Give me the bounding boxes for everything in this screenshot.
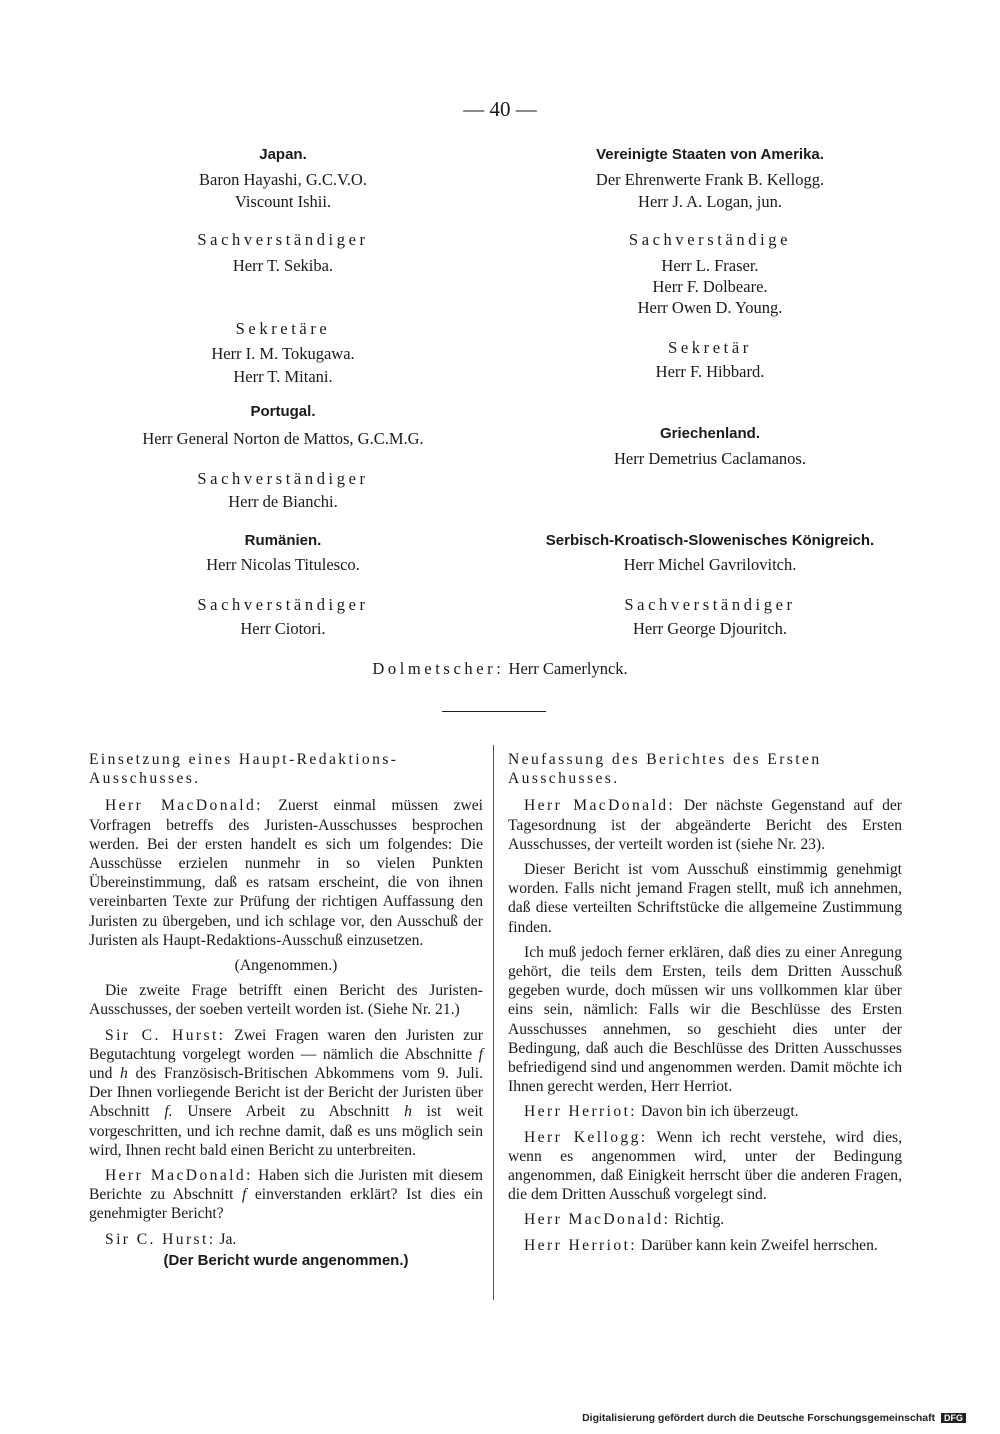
delegate: Herr I. M. Tokugawa. bbox=[211, 344, 355, 363]
country-heading-portugal: Portugal. bbox=[250, 403, 316, 420]
note: (Angenommen.) bbox=[234, 957, 338, 975]
speech: Darüber kann kein Zweifel herrschen. bbox=[640, 1236, 878, 1254]
delegate: Herr George Djouritch. bbox=[632, 619, 788, 638]
speech: Zuerst einmal müssen zwei Vorfragen betreffs des Juristen-Ausschusses besprochen werden. Bei der ersten handelt es sich um folgendes: Die Ausschüsse erzielen nunmehr in so vielen Punkten Übereinstimmung, daß es ratsam erscheint, die von ihnen vereinbarten Texte zur Prüfung der richtigen Auffassung den Juristen zu übergeben, und ich schlage vor, den Ausschuß der Juristen als Haupt-Redaktions-Ausschuß einzusetzen. bbox=[89, 797, 484, 949]
delegate: Herr Demetrius Caclamanos. bbox=[614, 449, 806, 468]
section-ref: f bbox=[478, 1045, 483, 1063]
delegate: Herr General Norton de Mattos, G.C.M.G. bbox=[142, 429, 424, 448]
delegate: Herr T. Mitani. bbox=[233, 367, 333, 386]
speech: Richtig. bbox=[674, 1211, 725, 1229]
interpreter-line bbox=[0, 659, 1000, 679]
body-column-left bbox=[89, 750, 483, 1276]
paragraph: Dieser Bericht ist vom Ausschuß einstimmig genehmigt worden. Falls nicht jemand Fragen stellt, muß ich annehmen, daß diese verteilten Schriftstücke die allgemeine Zustimmung finden. bbox=[508, 861, 902, 936]
footer-text: Digitalisierung gefördert durch die Deutsche Forschungsgemeinschaft bbox=[582, 1412, 936, 1424]
speaker: Herr MacDonald: bbox=[105, 1167, 253, 1185]
paragraph bbox=[508, 1102, 902, 1121]
delegate: Herr L. Fraser. bbox=[661, 256, 759, 275]
paragraph bbox=[508, 796, 902, 854]
dfg-logo: DFG bbox=[941, 1413, 966, 1423]
speech: ist weit vorgeschritten, und ich rechne damit, daß es uns möglich sein wird, Ihnen recht bald einen Bericht zu unterbreiten. bbox=[89, 1103, 483, 1159]
speech: einverstanden erklärt? Ist dies ein genehmigter Bericht? bbox=[89, 1186, 483, 1223]
speech: Davon bin ich überzeugt. bbox=[640, 1103, 799, 1121]
paragraph bbox=[508, 1128, 902, 1205]
separator-rule bbox=[442, 711, 546, 712]
speech: Zwei Fragen waren den Juristen zur Begutachtung vorgelegt worden — nämlich die Abschnitte bbox=[89, 1026, 483, 1063]
country-heading-greece: Griechenland. bbox=[659, 425, 761, 442]
speaker: Herr Herriot: bbox=[524, 1236, 638, 1254]
speaker: Sir C. Hurst: bbox=[105, 1026, 226, 1044]
section-ref: f. bbox=[164, 1103, 173, 1121]
page-number: — 40 — bbox=[463, 97, 537, 121]
speaker: Herr MacDonald: bbox=[524, 797, 676, 815]
speaker: Herr Herriot: bbox=[524, 1103, 638, 1121]
country-heading-japan: Japan. bbox=[259, 146, 307, 163]
delegate: Herr Michel Gavrilovitch. bbox=[623, 555, 797, 574]
column-rule bbox=[493, 745, 494, 1300]
paragraph bbox=[89, 1026, 483, 1160]
role-label: Sekretär bbox=[668, 338, 752, 357]
delegate: Herr T. Sekiba. bbox=[232, 256, 334, 275]
footer-credit bbox=[582, 1412, 966, 1424]
paragraph bbox=[508, 1210, 902, 1229]
speaker: Sir C. Hurst: bbox=[105, 1230, 216, 1248]
delegate: Der Ehrenwerte Frank B. Kellogg. bbox=[595, 170, 825, 189]
delegate: Herr Nicolas Titulesco. bbox=[206, 555, 360, 574]
paragraph bbox=[508, 1236, 902, 1255]
speaker: Herr Kellogg: bbox=[524, 1128, 648, 1146]
paragraph bbox=[89, 1166, 483, 1224]
delegate: Herr F. Dolbeare. bbox=[652, 277, 768, 296]
paragraph: Ich muß jedoch ferner erklären, daß dies zu einer Anregung gehört, die teils dem Ersten, teils dem Dritten Ausschuß gegeben wurde, doch müssen wir uns vollkommen klar über eins sein, nämlich: Falls wir die Beschlüsse des Ersten Ausschusses annehmen, so geschieht dies unter der Bedingung, daß auch die Beschlüsse des Dritten Ausschusses befriedigend sind und angenommen werden. Damit möchte ich Ihnen gerecht werden, Herr Herriot. bbox=[508, 943, 902, 1096]
role-label: Sachverständiger bbox=[624, 595, 796, 614]
role-label: Sachverständiger bbox=[197, 595, 369, 614]
speech: Unsere Arbeit zu Abschnitt bbox=[187, 1103, 390, 1121]
section-title: Neufassung des Berichtes des Ersten Ausschusses. bbox=[508, 751, 822, 788]
speech: und bbox=[89, 1065, 113, 1083]
delegate: Baron Hayashi, G.C.V.O. bbox=[199, 170, 367, 189]
note: (Der Bericht wurde angenommen.) bbox=[163, 1251, 409, 1269]
paragraph: Die zweite Frage betrifft einen Bericht des Juristen-Ausschusses, der soeben verteilt worden ist. (Siehe Nr. 21.) bbox=[89, 982, 483, 1019]
delegate: Herr Owen D. Young. bbox=[637, 298, 783, 317]
delegate: Herr J. A. Logan, jun. bbox=[638, 192, 782, 211]
section-ref: h bbox=[404, 1103, 412, 1121]
speech: Wenn ich recht verstehe, wird dies, wenn es angenommen wird, unter der Bedingung angenommen, daß Einigkeit herrscht über die anderen Fragen, die dem Dritten Ausschuß vorgelegt sind. bbox=[508, 1128, 902, 1204]
delegate: Herr de Bianchi. bbox=[228, 492, 338, 511]
delegate: Herr Ciotori. bbox=[240, 619, 326, 638]
country-heading-romania: Rumänien. bbox=[244, 532, 322, 549]
speaker: Herr MacDonald: bbox=[105, 797, 263, 815]
speech: des Französisch-Britischen Abkommens vom 9. Juli. Der Ihnen vorliegende Bericht ist der Bericht der Juristen über Abschnitt bbox=[89, 1065, 483, 1121]
speech: Haben sich die Juristen mit diesem Berichte zu Abschnitt bbox=[89, 1167, 483, 1204]
paragraph bbox=[89, 1230, 483, 1249]
speech: Ja. bbox=[219, 1230, 237, 1248]
delegate: Viscount Ishii. bbox=[234, 192, 332, 211]
delegate: Herr Camerlynck. bbox=[508, 659, 628, 678]
section-title: Einsetzung eines Haupt-Redaktions-Ausschusses. bbox=[89, 751, 399, 788]
body-column-right bbox=[508, 750, 902, 1261]
country-heading-serbia: Serbisch-Kroatisch-Slowenisches Königreich. bbox=[545, 532, 875, 549]
role-label: Dolmetscher: bbox=[372, 659, 505, 678]
role-label: Sachverständiger bbox=[197, 230, 369, 249]
country-heading-usa: Vereinigte Staaten von Amerika. bbox=[596, 146, 824, 163]
role-label: Sekretäre bbox=[235, 319, 331, 338]
delegate: Herr F. Hibbard. bbox=[655, 362, 765, 381]
role-label: Sachverständige bbox=[628, 230, 792, 249]
speech: Der nächste Gegenstand auf der Tagesordnung ist der abgeänderte Bericht des Ersten Ausschusses, der verteilt worden ist (siehe Nr. 23). bbox=[508, 797, 902, 853]
speaker: Herr MacDonald: bbox=[524, 1211, 671, 1229]
section-ref: h bbox=[120, 1065, 128, 1083]
section-ref: f bbox=[241, 1186, 247, 1204]
role-label: Sachverständiger bbox=[197, 469, 369, 488]
paragraph bbox=[89, 796, 483, 950]
